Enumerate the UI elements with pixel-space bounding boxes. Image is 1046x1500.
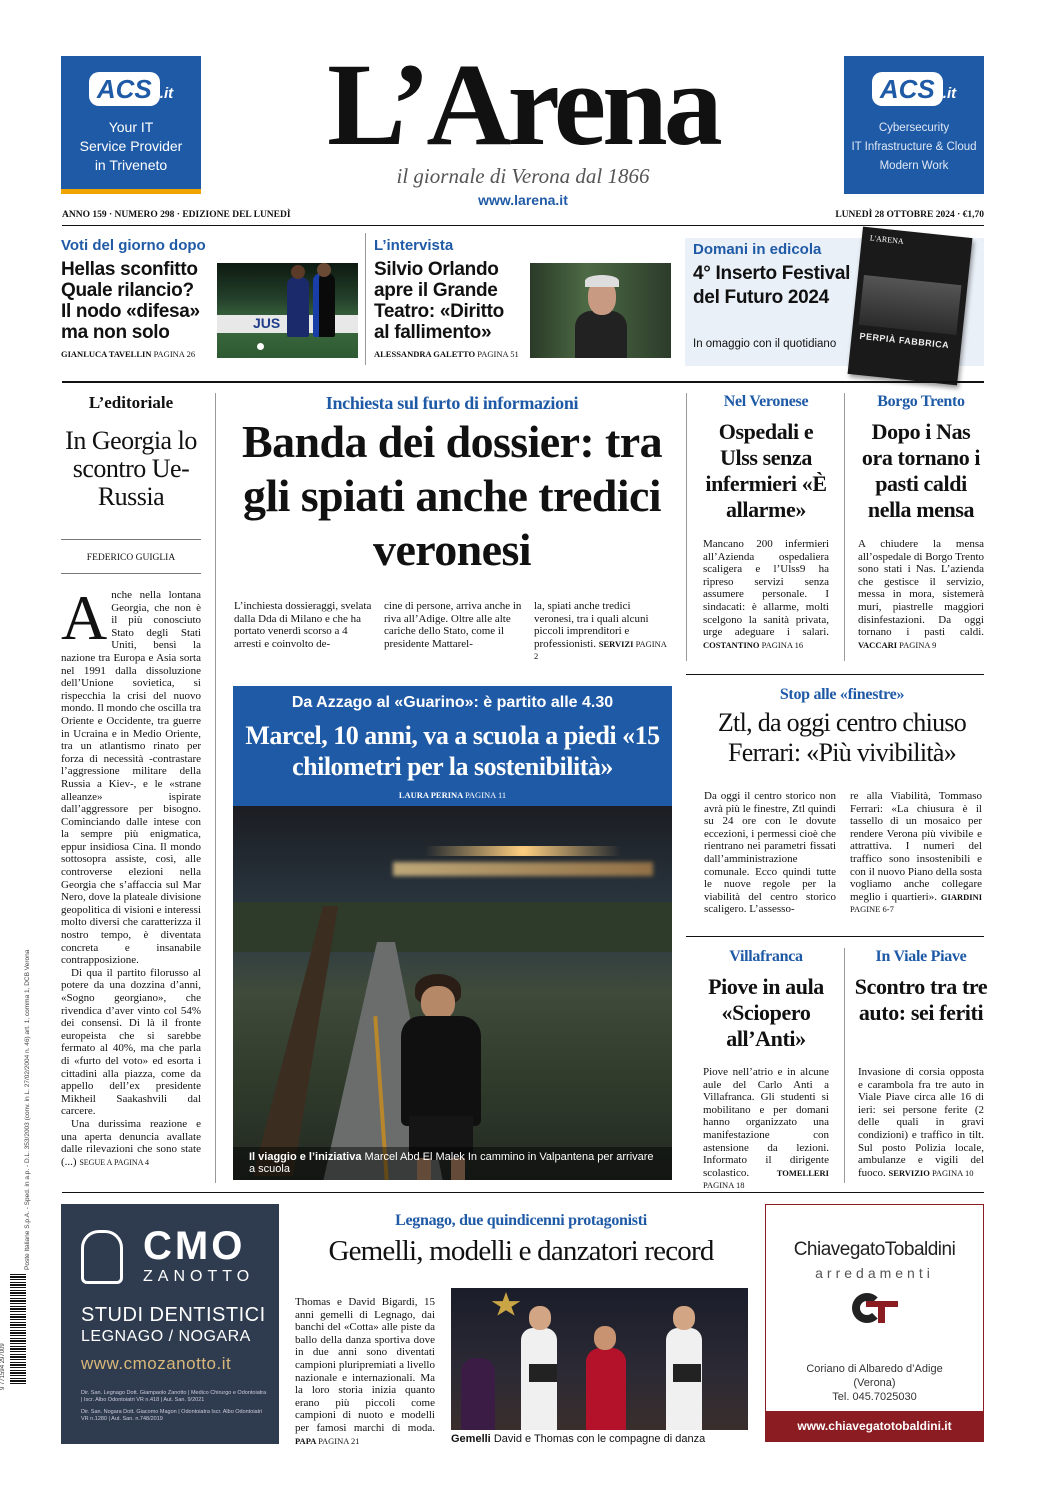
story-kicker: Da Azzago al «Guarino»: è partito alle 4.30 — [291, 694, 614, 711]
masthead-url[interactable]: www.larena.it — [478, 192, 568, 208]
dropcap: A — [61, 582, 108, 653]
editorial-body: Una durissima reazione e una aperta denuncia avallate dalle rilevazioni che sono state (...) — [61, 1117, 201, 1168]
acs-logo-suffix: .it — [159, 85, 174, 102]
story-gemelli[interactable] — [294, 1212, 748, 1452]
story-kicker: Borgo Trento — [877, 393, 965, 410]
ad-sub: arredamenti — [815, 1265, 934, 1281]
teaser-inserto[interactable] — [685, 233, 984, 366]
ad-line: in Triveneto — [94, 157, 168, 173]
story-signature: GIARDINI PAGINE 6-7 — [850, 891, 983, 915]
ad-brand: ChiavegatoTobaldini — [793, 1239, 956, 1260]
story-body: re alla Viabilità, Tommaso Ferrari: «La chiusura è il tassello di un mosaico per rendere Verona più vivibile e attrattiva. I numeri del traffico sono insostenibili e con il nuovo Piano della sosta vogliamo anche collegare meglio i quartieri». — [850, 790, 982, 903]
story-headline: Ospedali e Ulss senza infermieri «È allarme» — [705, 419, 827, 522]
ad-line: LEGNAGO / NOGARA — [81, 1328, 251, 1345]
editorial-body: Di qua il partito filorusso al potere da una dozzina d’anni, «Sogno georgiano», che rivendica d’aver vinto col 54% dei consensi. Di là il fronte europeista che si sarebbe fermato al 40%, ma che parla di «furto del voto» ed esorta i cittadini alla piazza, come da appello dell’ex presidente Mikheil Saakashvili dal carcere. — [61, 966, 201, 1118]
teaser-kicker: Voti del giorno dopo — [61, 237, 206, 254]
teaser-signature: ALESSANDRA GALETTO PAGINA 51 — [374, 349, 519, 359]
story-signature: SERVIZIO PAGINA 10 — [888, 1167, 974, 1178]
editorial-headline: In Georgia lo scontro Ue-Russia — [65, 426, 197, 511]
barcode-number: 9 771594 297009 — [0, 1343, 6, 1390]
continue-link[interactable]: SEGUE A PAGINA 4 — [79, 1157, 150, 1167]
story-body: Da oggi il centro storico non avrà più le finestre, Ztl quindi su 24 ore con le dovute eccezioni, i permessi cioè che rientrano nei parametri fissati dall’amministrazione comunale. Ecco quindi tutte le nuove regole per la viabilità del centro storico scaligero. L’assesso- — [704, 790, 836, 916]
lead-body: la, spiati anche tredici veronesi, tra i quali alcuni piccoli imprenditori e professionisti. — [534, 600, 649, 650]
teaser-signature: GIANLUCA TAVELLIN PAGINA 26 — [61, 349, 196, 359]
story-body: Piove nell’atrio e in alcune aule del Carlo Anti a Villafranca. Gli studenti si mobilitano e per domani hanno organizzato una manifestazione con astensione da lezioni. Informato il dirigente scolastico. — [703, 1066, 829, 1179]
teaser-kicker: Domani in edicola — [693, 241, 822, 258]
teaser-headline: 4° Inserto Festival del Futuro 2024 — [693, 263, 851, 308]
lead-body: cine di persone, arriva anche in riva all’Adige. Oltre alle alte cariche dello Stato, come il presidente Mattarel- — [384, 600, 522, 650]
story-body: A chiudere la mensa all’ospedale di Borgo Trento sono stati i Nas. L’azienda che gestisce il servizio, messa in mora, sistemerà muri, piastrelle maggiori disinfestazioni. Da oggi tornano i pasti caldi. — [858, 538, 984, 639]
story-kicker: Nel Veronese — [723, 393, 809, 410]
ad-url[interactable]: www.chiavegatotobaldini.it — [766, 1411, 983, 1441]
story-headline: Marcel, 10 anni, va a scuola a piedi «15 chilometri per la sostenibilità» — [245, 721, 660, 781]
teaser-orlando[interactable] — [374, 237, 671, 365]
story-body: Invasione di corsia opposta e carambola fra tre auto in Viale Piave circa alle 16 di ieri: sei persone ferite (2 delle quali in gravi condizioni) e traffico in tilt. Sul posto Polizia locale, ambulanze e vigili del fuoco. — [858, 1066, 984, 1179]
photo-orlando — [530, 263, 671, 358]
story-signature: VACCARI PAGINA 9 — [858, 639, 937, 650]
story-signature: LAURA PERINA PAGINA 11 — [398, 790, 507, 800]
tooth-icon — [81, 1230, 123, 1284]
story-kicker: Villafranca — [729, 948, 803, 965]
ad-address: (Verona) — [853, 1377, 896, 1389]
teaser-note: In omaggio con il quotidiano — [693, 338, 837, 350]
story-kicker: Legnago, due quindicenni protagonisti — [395, 1212, 647, 1229]
ct-logo-icon — [852, 1293, 898, 1323]
photo-gemelli — [451, 1288, 748, 1430]
story-headline: Scontro tra tre auto: sei feriti — [854, 974, 988, 1025]
ad-line: Your IT — [108, 119, 154, 135]
teaser-hellas[interactable] — [61, 237, 358, 365]
editorial[interactable] — [61, 393, 201, 1183]
ad-address: Coriano di Albaredo d’Adige — [806, 1363, 943, 1375]
story-kicker: Stop alle «finestre» — [779, 686, 905, 703]
story-marcel[interactable] — [233, 686, 672, 1180]
ad-chiavegato-tobaldini[interactable] — [765, 1204, 984, 1442]
ad-line: IT Infrastructure & Cloud — [851, 141, 977, 153]
acs-logo: ACS — [872, 72, 943, 106]
masthead-title: L’Arena — [327, 39, 719, 170]
editorial-author: FEDERICO GUIGLIA — [86, 553, 176, 563]
postal-notice: Poste Italiane S.p.A. - Sped. in a.p. - D.L. 353/2003 (conv. in L. 27/02/2004 n. 46) art. 1, comma 1, DCB Verona — [24, 949, 31, 1270]
masthead-tagline: il giornale di Verona dal 1866 — [396, 164, 650, 188]
story-headline: Piove in aula «Sciopero all’Anti» — [708, 974, 824, 1051]
story-body: Thomas e David Bigardi, 15 anni gemelli di Legnago, dai banchi del «Cotta» alle piste da ballo della danza sportiva dove in due anni sono diventati campioni pluripremiati a livello nazionale e internazionali. Ma la loro storia inizia quanto erano più piccoli come campioni di nuoto e modelli per famosi marchi di moda. — [295, 1296, 435, 1434]
story-body: Mancano 200 infermieri all’Azienda ospedaliera scaligera e l’Ulss9 ha ripreso servizi senza assumere personale. I sindacati: è allarme, molti scelgono la sanità privata, urge adeguare i salari. — [703, 538, 829, 639]
story-ztl[interactable] — [700, 686, 984, 922]
story-viale-piave[interactable] — [854, 948, 988, 1183]
story-signature: COSTANTINO PAGINA 16 — [703, 639, 804, 650]
story-ospedali[interactable] — [703, 393, 829, 653]
ad-cmo-zanotto[interactable] — [61, 1204, 279, 1444]
photo-caption: Il viaggio e l’iniziativa Marcel Abd El Malek In cammino in Valpantena per arrivare a scuola — [233, 1147, 672, 1180]
lead-kicker: Inchiesta sul furto di informazioni — [325, 393, 579, 413]
photo-caption: Gemelli David e Thomas con le compagne di danza — [451, 1433, 706, 1445]
issue-date-price: LUNEDÌ 28 OTTOBRE 2024 · €1,70 — [835, 210, 984, 220]
story-villafranca[interactable] — [703, 948, 829, 1191]
ad-tel: Tel. 045.7025030 — [832, 1391, 917, 1403]
ad-fineprint: Dir. San. Legnago Dott. Giampaolo Zanotto | Medico Chirurgo e Odontoiatra | Iscr. Albo Odontoiatri VR n.418 | Aut. San. 9/2021 — [81, 1390, 267, 1403]
photo-marcel — [233, 806, 672, 1180]
story-kicker: In Viale Piave — [875, 948, 967, 965]
lead-story[interactable] — [232, 393, 672, 662]
magazine-title: PERPIÀ FABBRICA — [859, 330, 950, 351]
story-headline: Gemelli, modelli e danzatori record — [328, 1235, 714, 1267]
lead-body: L’inchiesta dossieraggi, svelata dalla Dda di Milano e che ha portato venerdì scorso a 4 arresti e coinvolto de- — [234, 600, 372, 650]
lead-headline: Banda dei dossier: tra gli spiati anche tredici veronesi — [242, 416, 662, 575]
ad-line: Service Provider — [79, 138, 183, 154]
editorial-body: nche nella lontana Georgia, che non è il più conosciuto Stato degli Stati Uniti, bensì la nazione tra Europa e Asia sorta nel 1991 dalla dissoluzione dell’Unione sovietica, si rispecchia la crisi del nuovo mondo. Il mondo che oscilla tra Oriente e Occidente, tra guerre in Ucraina e in Medio Oriente, tra un atlantismo rinato per forza di necessità -contrastare l’aggressione militare della Russia a Kiev-, e le «strane alleanze» ispirate dall’aggressore per bisogno. Cominciando dalle intese con la sempre più enigmatica, eppur insidiosa Cina. Il mondo sottosopra assiste, così, alle controverse elezioni nella Georgia che s’affaccia sul Mar Nero, dove la plateale divisione geopolitica di visioni e interessi molto diversi che caratterizza il nostro tempo, è diventata concreta e insanabile contrapposizione. — [61, 589, 201, 967]
ad-acs-left[interactable] — [61, 56, 201, 194]
ad-line: Cybersecurity — [878, 122, 950, 134]
barcode — [10, 1272, 26, 1384]
ad-logo-sub: ZANOTTO — [143, 1268, 255, 1285]
acs-logo: ACS — [89, 72, 160, 106]
ad-line: STUDI DENTISTICI — [81, 1304, 266, 1326]
photo-football: JUS — [217, 263, 358, 358]
acs-logo-suffix: .it — [942, 85, 957, 102]
ad-line: Modern Work — [879, 160, 949, 172]
teaser-kicker: L’intervista — [374, 237, 454, 254]
ad-url[interactable]: www.cmozanotto.it — [81, 1354, 232, 1373]
ad-logo: CMO — [143, 1224, 246, 1268]
story-headline: Dopo i Nas ora tornano i pasti caldi nella mensa — [861, 419, 981, 522]
story-signature: PAPA PAGINA 21 — [295, 1435, 360, 1446]
lead-signature: SERVIZI PAGINA 2 — [534, 638, 667, 662]
story-signature: TOMELLERI PAGINA 18 — [703, 1167, 829, 1191]
story-headline: Ztl, da oggi centro chiuso Ferrari: «Più vivibilità» — [717, 708, 967, 767]
story-borgo-trento[interactable] — [858, 393, 984, 653]
ad-acs-right[interactable] — [844, 56, 984, 194]
ad-fineprint: Dir. San. Nogara Dott. Giacomo Magon | Odontoiatra Iscr. Albo Odontoiatri VR n.1280 | Aut. San. n.748/2019 — [81, 1409, 263, 1422]
teaser-headline: Silvio Orlando apre il Grande Teatro: «Diritto al fallimento» — [374, 259, 504, 343]
issue-info: ANNO 159 · NUMERO 298 · EDIZIONE DEL LUNEDÌ — [62, 210, 291, 220]
editorial-kicker: L’editoriale — [88, 393, 174, 412]
magazine-cover: L'ARENA PERPIÀ FABBRICA — [848, 227, 973, 386]
teaser-headline: Hellas sconfitto Quale rilancio? Il nodo «difesa» ma non solo — [61, 259, 200, 343]
